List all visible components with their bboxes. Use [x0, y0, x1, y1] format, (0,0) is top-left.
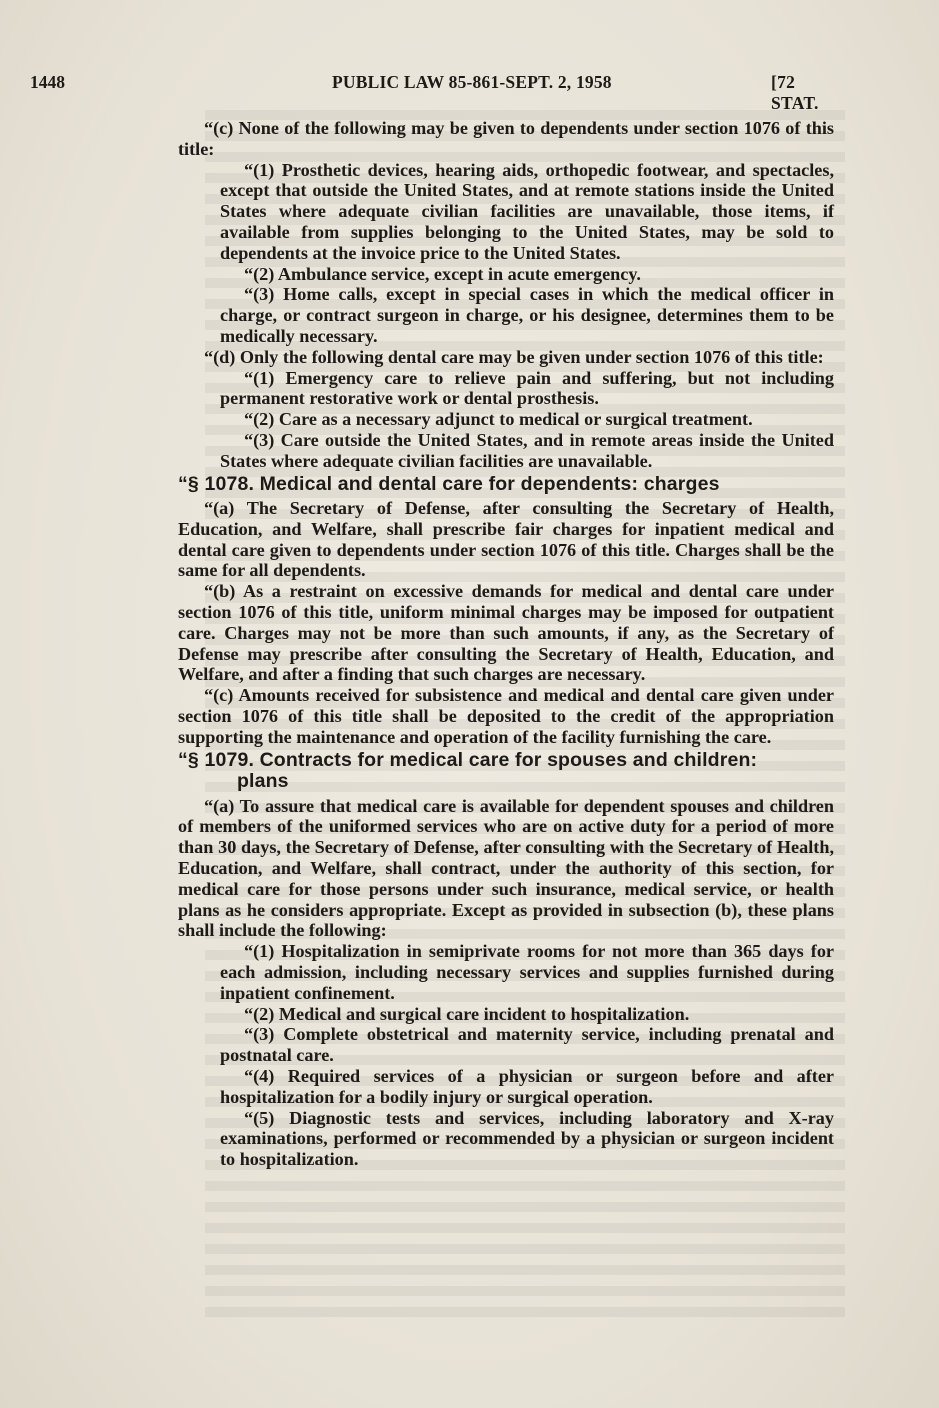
page-number: 1448 — [30, 72, 65, 92]
section-1078-c: “(c) Amounts received for subsistence and medical and dental care given under section 1076 of this title shall be deposited to the credit of the appropriation supporting the maintenance and operation of the facility furnishing the care. — [178, 685, 834, 747]
section-1078-a: “(a) The Secretary of Defense, after consulting the Secretary of Health, Education, and Welfare, shall prescribe fair charges for inpatient medical and dental care given to dependents under section 1076 of this title. Charges shall be the same for all dependents. — [178, 498, 834, 581]
clause-a4: “(4) Required services of a physician or surgeon before and after hospitalization for a bodily injury or surgical operation. — [220, 1065, 834, 1107]
page-header — [30, 72, 839, 113]
section-1079-heading-line1: “§ 1079. Contracts for medical care for spouses and children: — [178, 748, 758, 771]
clause-a3: “(3) Complete obstetrical and maternity service, including prenatal and postnatal care. — [220, 1024, 834, 1066]
clause-a1: “(1) Hospitalization in semiprivate rooms for not more than 365 days for each admission, including necessary services and supplies furnished during inpatient confinement. — [220, 941, 834, 1003]
clause-d1: “(1) Emergency care to relieve pain and suffering, but not including permanent restorative work or dental prosthesis. — [220, 367, 834, 409]
clause-c3: “(3) Home calls, except in special cases in which the medical officer in charge, or contract surgeon in charge, or his designee, determines them to be medically necessary. — [220, 284, 834, 346]
section-1078-heading-text: “§ 1078. Medical and dental care for dependents: charges — [178, 472, 720, 495]
subsection-c-intro: “(c) None of the following may be given to dependents under section 1076 of this title: — [178, 118, 834, 159]
running-title: PUBLIC LAW 85-861-SEPT. 2, 1958 — [332, 72, 612, 92]
volume-reference: [72 STAT. — [771, 72, 819, 113]
clause-d3: “(3) Care outside the United States, and in remote areas inside the United States where adequate civilian facilities are unavailable. — [220, 429, 834, 471]
clause-a2: “(2) Medical and surgical care incident to hospitalization. — [244, 1003, 690, 1024]
section-1079-heading — [178, 750, 834, 793]
section-1079-heading-line2: plans — [237, 770, 289, 793]
section-1078-b: “(b) As a restraint on excessive demands for medical and dental care under section 1076 of this title, uniform minimal charges may be imposed for outpatient care. Charges may not be more than such amounts, if any, as the Secretary of Defense may prescribe after consulting the Secretary of Health, Education, and Welfare, and after a finding that such charges are necessary. — [178, 581, 834, 685]
clause-d2: “(2) Care as a necessary adjunct to medical or surgical treatment. — [244, 409, 753, 430]
clause-c1: “(1) Prosthetic devices, hearing aids, orthopedic footwear, and spectacles, except that outside the United States, and at remote stations inside the United States where adequate civilian facilities are unavailable, those items, if available from supplies belonging to the United States, may be sold to dependents at the invoice price to the United States. — [220, 159, 834, 263]
clause-c2: “(2) Ambulance service, except in acute emergency. — [244, 263, 641, 284]
statute-body — [178, 118, 834, 1170]
section-1078-heading — [178, 474, 834, 496]
section-1079-a: “(a) To assure that medical care is available for dependent spouses and children of members of the uniformed services who are on active duty for a period of more than 30 days, the Secretary of Defense, after consulting with the Secretary of Health, Education, and Welfare, shall contract, under the authority of this section, for medical care for those persons under such insurance, medical service, or health plans as he considers appropriate. Except as provided in subsection (b), these plans shall include the following: — [178, 795, 834, 941]
clause-a5: “(5) Diagnostic tests and services, including laboratory and X-ray examinations, performed or recommended by a physician or surgeon incident to hospitalization. — [220, 1107, 834, 1170]
subsection-d-intro: “(d) Only the following dental care may be given under section 1076 of this title: — [204, 346, 824, 367]
